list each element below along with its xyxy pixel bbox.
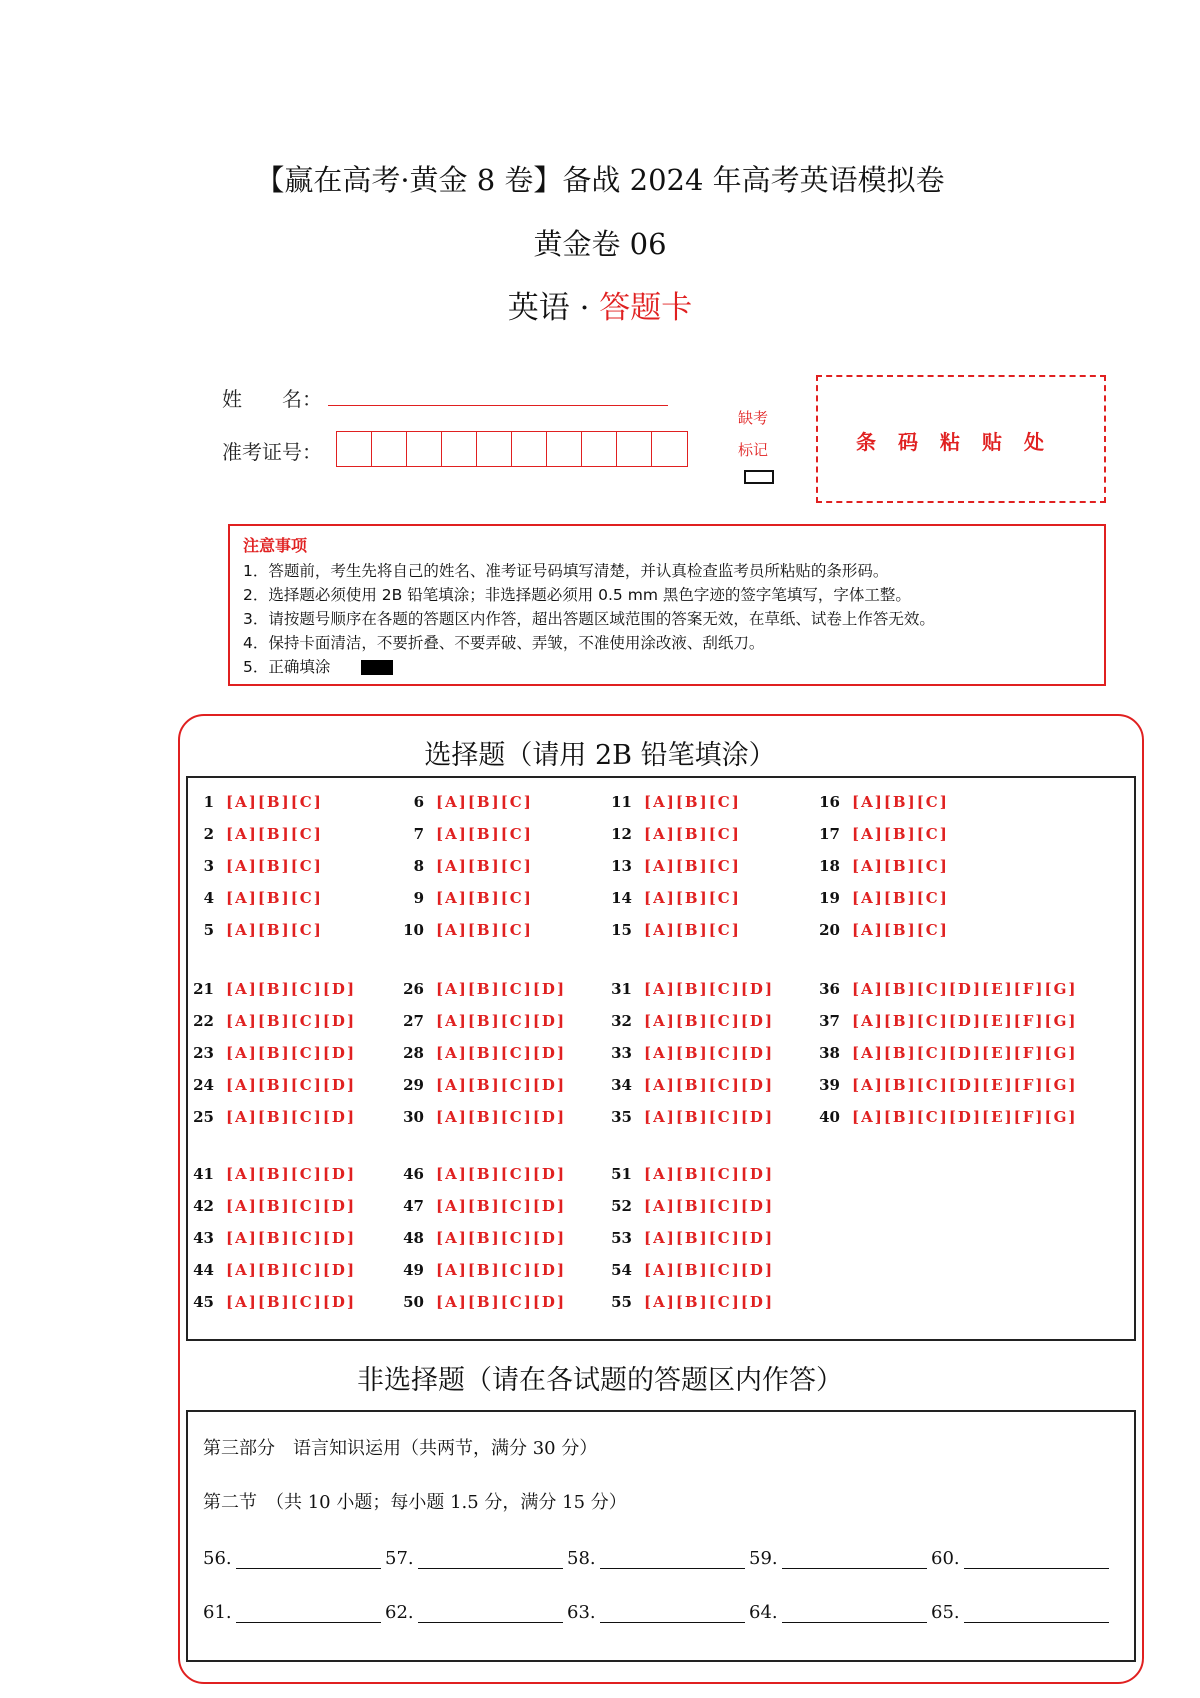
answer-options[interactable]: [A][B][C][D]	[436, 1229, 567, 1247]
answer-options[interactable]: [A][B][C][D]	[436, 1165, 567, 1183]
answer-options[interactable]: [A][B][C]	[852, 889, 949, 907]
question-row[interactable]: 7 [A][B][C]	[413, 825, 533, 843]
question-row[interactable]: 10 [A][B][C]	[403, 921, 533, 939]
blank-number: 57.	[385, 1548, 414, 1569]
answer-options[interactable]: [A][B][C]	[644, 921, 741, 939]
answer-options[interactable]: [A][B][C][D]	[226, 1012, 357, 1030]
question-row[interactable]: 23 [A][B][C][D]	[193, 1044, 357, 1062]
blank-number: 61.	[203, 1602, 232, 1623]
question-row[interactable]: 33 [A][B][C][D]	[611, 1044, 775, 1062]
fill-blank-item[interactable]	[385, 1548, 563, 1569]
answer-options[interactable]: [A][B][C][D]	[226, 980, 357, 998]
answer-options[interactable]: [A][B][C]	[852, 793, 949, 811]
answer-options[interactable]: [A][B][C][D]	[226, 1293, 357, 1311]
answer-options[interactable]: [A][B][C][D]	[436, 1108, 567, 1126]
question-row[interactable]: 51 [A][B][C][D]	[611, 1165, 775, 1183]
answer-options[interactable]: [A][B][C][D][E][F][G]	[852, 1108, 1078, 1126]
question-row[interactable]: 52 [A][B][C][D]	[611, 1197, 775, 1215]
question-row[interactable]: 14 [A][B][C]	[611, 889, 741, 907]
question-row[interactable]: 39 [A][B][C][D][E][F][G]	[819, 1076, 1078, 1094]
correct-fill-sample	[361, 660, 393, 675]
question-row[interactable]: 46 [A][B][C][D]	[403, 1165, 567, 1183]
answer-options[interactable]: [A][B][C]	[644, 793, 741, 811]
answer-options[interactable]: [A][B][C][D]	[436, 1293, 567, 1311]
blank-line[interactable]	[782, 1604, 927, 1623]
question-row[interactable]: 11 [A][B][C]	[611, 793, 741, 811]
blank-line[interactable]	[418, 1604, 563, 1623]
question-row[interactable]: 53 [A][B][C][D]	[611, 1229, 775, 1247]
answer-options[interactable]: [A][B][C]	[226, 921, 323, 939]
answer-options[interactable]: [A][B][C]	[226, 857, 323, 875]
fill-blank-item[interactable]	[749, 1548, 927, 1569]
absent-label-line1: 缺考	[738, 409, 769, 427]
answer-options[interactable]: [A][B][C]	[226, 793, 323, 811]
fill-blank-item[interactable]	[203, 1602, 381, 1623]
fill-blank-item[interactable]	[203, 1548, 381, 1569]
subject-label: 英语 ·	[507, 290, 600, 326]
exam-id-digit-box[interactable]	[652, 432, 687, 466]
answer-options[interactable]: [A][B][C]	[436, 793, 533, 811]
question-row[interactable]: 30 [A][B][C][D]	[403, 1108, 567, 1126]
answer-options[interactable]: [A][B][C]	[852, 857, 949, 875]
question-row[interactable]: 1 [A][B][C]	[203, 793, 323, 811]
question-row[interactable]: 32 [A][B][C][D]	[611, 1012, 775, 1030]
answer-options[interactable]: [A][B][C][D]	[226, 1076, 357, 1094]
answer-options[interactable]: [A][B][C][D]	[644, 1197, 775, 1215]
blank-line[interactable]	[418, 1550, 563, 1569]
question-row[interactable]: 47 [A][B][C][D]	[403, 1197, 567, 1215]
notes-title: 注意事项	[243, 536, 308, 555]
answer-options[interactable]: [A][B][C]	[644, 857, 741, 875]
question-row[interactable]: 55 [A][B][C][D]	[611, 1293, 775, 1311]
answer-options[interactable]: [A][B][C][D][E][F][G]	[852, 980, 1078, 998]
question-row[interactable]: 50 [A][B][C][D]	[403, 1293, 567, 1311]
answer-options[interactable]: [A][B][C][D]	[644, 1261, 775, 1279]
question-row[interactable]: 29 [A][B][C][D]	[403, 1076, 567, 1094]
answer-options[interactable]: [A][B][C][D]	[436, 1012, 567, 1030]
answer-card-heading	[0, 282, 1200, 327]
question-row[interactable]: 19 [A][B][C]	[819, 889, 949, 907]
answer-options[interactable]: [A][B][C]	[226, 825, 323, 843]
exam-id-digit-box[interactable]	[442, 432, 477, 466]
answer-options[interactable]: [A][B][C][D]	[644, 1012, 775, 1030]
exam-id-digit-box[interactable]	[617, 432, 652, 466]
blank-line[interactable]	[782, 1550, 927, 1569]
answer-options[interactable]: [A][B][C]	[644, 889, 741, 907]
non-choice-title: 非选择题（请在各试题的答题区内作答）	[357, 1365, 843, 1396]
question-row[interactable]: 27 [A][B][C][D]	[403, 1012, 567, 1030]
question-row[interactable]: 34 [A][B][C][D]	[611, 1076, 775, 1094]
absent-mark-label	[738, 402, 768, 466]
note-item: 1．答题前，考生先将自己的姓名、准考证号码填写清楚，并认真检查监考员所粘贴的条形码。	[243, 562, 889, 580]
answer-options[interactable]: [A][B][C]	[852, 825, 949, 843]
question-row[interactable]: 42 [A][B][C][D]	[193, 1197, 357, 1215]
question-row[interactable]: 48 [A][B][C][D]	[403, 1229, 567, 1247]
answer-options[interactable]: [A][B][C]	[436, 921, 533, 939]
answer-options[interactable]: [A][B][C]	[644, 825, 741, 843]
note-item: 4．保持卡面清洁，不要折叠、不要弄破、弄皱，不准使用涂改液、刮纸刀。	[243, 634, 765, 652]
question-row[interactable]: 54 [A][B][C][D]	[611, 1261, 775, 1279]
question-row[interactable]: 21 [A][B][C][D]	[193, 980, 357, 998]
question-row[interactable]: 13 [A][B][C]	[611, 857, 741, 875]
fill-blank-item[interactable]	[385, 1602, 563, 1623]
answer-options[interactable]: [A][B][C][D]	[644, 1108, 775, 1126]
question-row[interactable]: 44 [A][B][C][D]	[193, 1261, 357, 1279]
exam-id-digit-box[interactable]	[582, 432, 617, 466]
question-row[interactable]: 8 [A][B][C]	[413, 857, 533, 875]
question-row[interactable]: 9 [A][B][C]	[413, 889, 533, 907]
answer-options[interactable]: [A][B][C]	[852, 921, 949, 939]
question-row[interactable]: 18 [A][B][C]	[819, 857, 949, 875]
blank-line[interactable]	[600, 1550, 745, 1569]
note-item: 3．请按题号顺序在各题的答题区内作答，超出答题区域范围的答案无效，在草纸、试卷上作答无效。	[243, 610, 935, 628]
barcode-label: 条码粘贴处	[856, 430, 1066, 454]
answer-options[interactable]: [A][B][C]	[436, 889, 533, 907]
blank-number: 64.	[749, 1602, 778, 1623]
paper-subtitle: 黄金卷 06	[533, 227, 667, 261]
answer-options[interactable]: [A][B][C]	[436, 825, 533, 843]
answer-options[interactable]: [A][B][C][D]	[644, 1044, 775, 1062]
question-row[interactable]: 38 [A][B][C][D][E][F][G]	[819, 1044, 1078, 1062]
answer-options[interactable]: [A][B][C][D]	[644, 1293, 775, 1311]
question-row[interactable]: 49 [A][B][C][D]	[403, 1261, 567, 1279]
multiple-choice-title: 选择题（请用 2B 铅笔填涂）	[424, 740, 776, 771]
answer-options[interactable]: [A][B][C][D]	[226, 1261, 357, 1279]
answer-options[interactable]: [A][B][C][D][E][F][G]	[852, 1076, 1078, 1094]
question-row[interactable]: 3 [A][B][C]	[203, 857, 323, 875]
blank-number: 60.	[931, 1548, 960, 1569]
answer-options[interactable]: [A][B][C][D]	[436, 980, 567, 998]
fill-blank-item[interactable]	[567, 1548, 745, 1569]
exam-id-digit-box[interactable]	[547, 432, 582, 466]
answer-options[interactable]: [A][B][C][D]	[644, 1229, 775, 1247]
answer-options[interactable]: [A][B][C][D]	[436, 1044, 567, 1062]
answer-options[interactable]: [A][B][C][D]	[644, 1076, 775, 1094]
blank-number: 58.	[567, 1548, 596, 1569]
answer-options[interactable]: [A][B][C][D]	[226, 1044, 357, 1062]
answer-options[interactable]: [A][B][C]	[226, 889, 323, 907]
fill-blank-item[interactable]	[931, 1548, 1109, 1569]
question-row[interactable]: 16 [A][B][C]	[819, 793, 949, 811]
question-row[interactable]: 12 [A][B][C]	[611, 825, 741, 843]
exam-id-digit-box[interactable]	[337, 432, 372, 466]
blank-number: 63.	[567, 1602, 596, 1623]
answer-options[interactable]: [A][B][C]	[436, 857, 533, 875]
exam-title: 【赢在高考·黄金 8 卷】备战 2024 年高考英语模拟卷	[255, 163, 945, 197]
question-row[interactable]: 17 [A][B][C]	[819, 825, 949, 843]
question-row[interactable]: 45 [A][B][C][D]	[193, 1293, 357, 1311]
question-row[interactable]: 26 [A][B][C][D]	[403, 980, 567, 998]
notes-box	[228, 524, 1106, 686]
absent-mark-box[interactable]	[744, 470, 774, 484]
question-row[interactable]: 20 [A][B][C]	[819, 921, 949, 939]
blank-line[interactable]	[600, 1604, 745, 1623]
fill-blank-item[interactable]	[567, 1602, 745, 1623]
answer-options[interactable]: [A][B][C][D]	[436, 1197, 567, 1215]
absent-label-line2: 标记	[738, 441, 769, 459]
exam-id-boxes[interactable]	[336, 431, 688, 467]
answer-options[interactable]: [A][B][C][D]	[436, 1261, 567, 1279]
question-row[interactable]: 37 [A][B][C][D][E][F][G]	[819, 1012, 1078, 1030]
question-row[interactable]: 4 [A][B][C]	[203, 889, 323, 907]
name-field[interactable]	[328, 404, 668, 406]
blank-line[interactable]	[964, 1604, 1109, 1623]
answer-options[interactable]: [A][B][C][D]	[226, 1229, 357, 1247]
fill-blank-item[interactable]	[931, 1602, 1109, 1623]
question-row[interactable]: 5 [A][B][C]	[203, 921, 323, 939]
question-row[interactable]: 43 [A][B][C][D]	[193, 1229, 357, 1247]
answer-options[interactable]: [A][B][C][D][E][F][G]	[852, 1012, 1078, 1030]
question-row[interactable]: 28 [A][B][C][D]	[403, 1044, 567, 1062]
answer-options[interactable]: [A][B][C][D]	[226, 1197, 357, 1215]
answer-options[interactable]: [A][B][C][D]	[226, 1108, 357, 1126]
card-name-label: 答题卡	[599, 290, 693, 326]
exam-id-digit-box[interactable]	[372, 432, 407, 466]
exam-id-digit-box[interactable]	[512, 432, 547, 466]
blank-line[interactable]	[236, 1550, 381, 1569]
blank-number: 56.	[203, 1548, 232, 1569]
question-row[interactable]: 40 [A][B][C][D][E][F][G]	[819, 1108, 1078, 1126]
answer-options[interactable]: [A][B][C][D]	[436, 1076, 567, 1094]
note-item: 2．选择题必须使用 2B 铅笔填涂；非选择题必须用 0.5 mm 黑色字迹的签字笔填写，字体工整。	[243, 586, 911, 604]
question-row[interactable]: 35 [A][B][C][D]	[611, 1108, 775, 1126]
name-label: 姓 名：	[222, 387, 322, 411]
question-row[interactable]: 31 [A][B][C][D]	[611, 980, 775, 998]
blank-line[interactable]	[964, 1550, 1109, 1569]
exam-id-digit-box[interactable]	[407, 432, 442, 466]
question-row[interactable]: 6 [A][B][C]	[413, 793, 533, 811]
answer-options[interactable]: [A][B][C][D][E][F][G]	[852, 1044, 1078, 1062]
question-row[interactable]: 41 [A][B][C][D]	[193, 1165, 357, 1183]
question-row[interactable]: 25 [A][B][C][D]	[193, 1108, 357, 1126]
blank-number: 65.	[931, 1602, 960, 1623]
fill-blank-item[interactable]	[749, 1602, 927, 1623]
blank-number: 62.	[385, 1602, 414, 1623]
exam-id-label: 准考证号：	[222, 440, 322, 464]
exam-id-digit-box[interactable]	[477, 432, 512, 466]
blank-line[interactable]	[236, 1604, 381, 1623]
question-row[interactable]: 36 [A][B][C][D][E][F][G]	[819, 980, 1078, 998]
answer-options[interactable]: [A][B][C][D]	[644, 1165, 775, 1183]
section2-heading: 第二节 （共 10 小题；每小题 1.5 分，满分 15 分）	[203, 1492, 627, 1513]
blank-number: 59.	[749, 1548, 778, 1569]
question-row[interactable]: 15 [A][B][C]	[611, 921, 741, 939]
question-row[interactable]: 22 [A][B][C][D]	[193, 1012, 357, 1030]
answer-options[interactable]: [A][B][C][D]	[226, 1165, 357, 1183]
answer-options[interactable]: [A][B][C][D]	[644, 980, 775, 998]
note-item: 5．正确填涂	[243, 658, 331, 676]
question-row[interactable]: 24 [A][B][C][D]	[193, 1076, 357, 1094]
part3-heading: 第三部分 语言知识运用（共两节，满分 30 分）	[203, 1438, 598, 1459]
question-row[interactable]: 2 [A][B][C]	[203, 825, 323, 843]
